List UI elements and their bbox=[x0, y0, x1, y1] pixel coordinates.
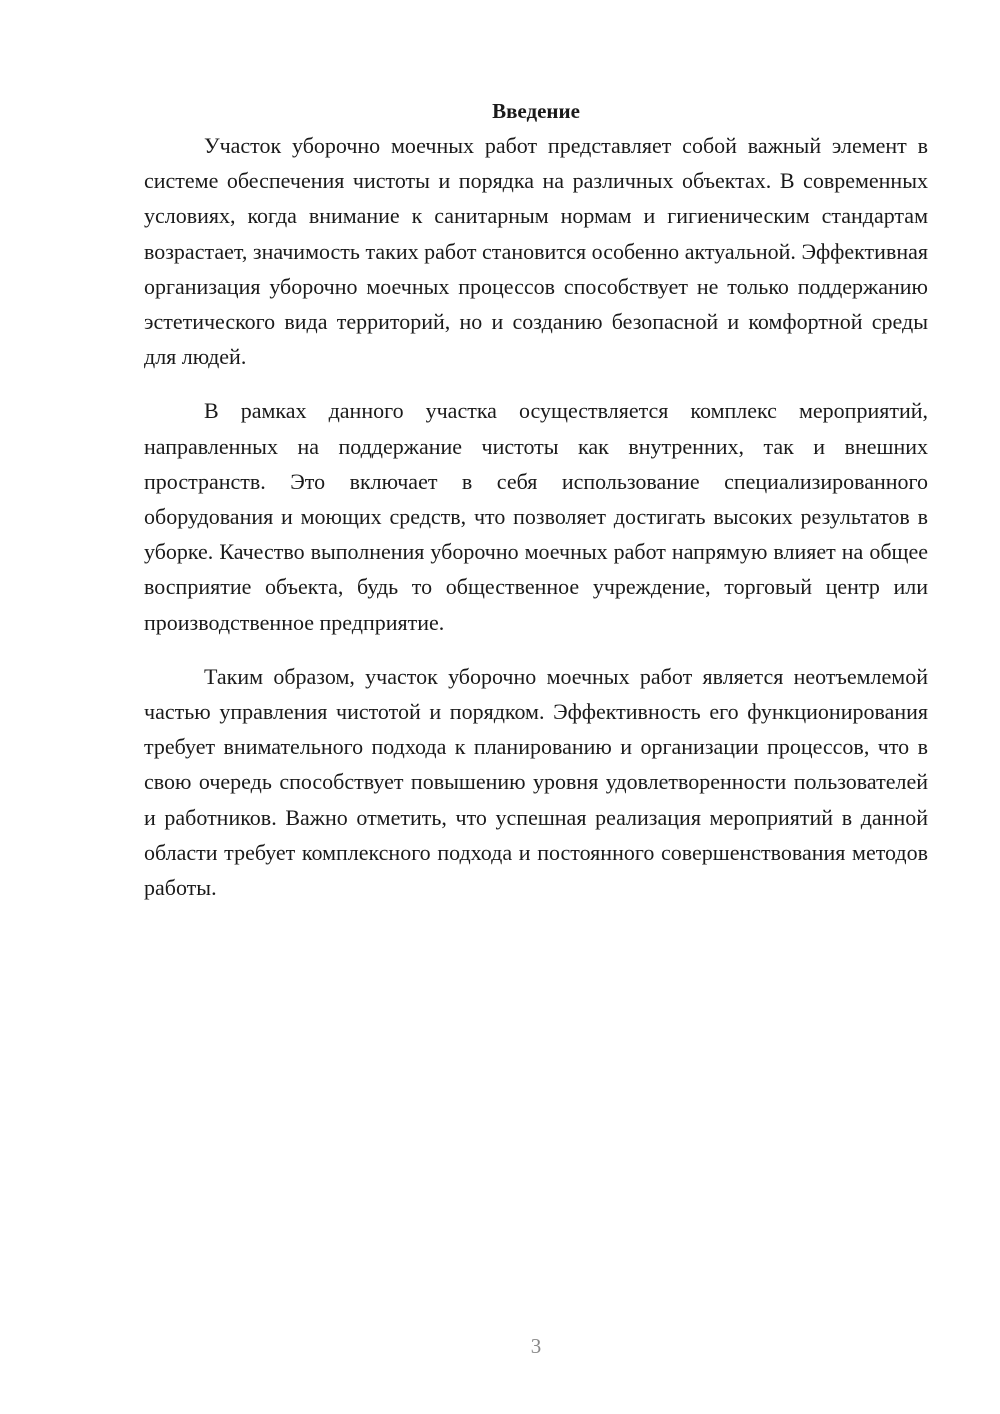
section-heading: Введение bbox=[492, 99, 580, 123]
page-number: 3 bbox=[530, 1334, 542, 1358]
paragraph-3: Таким образом, участок уборочно моечных работ является неотъемлемой частью управления чистотой и порядком. Эффективность его функционирования требует внимательного подхода к планированию и организации процессов, что в свою очередь способствует повышению уровня удовлетворенности пользователей и работников. Важно отметить, что успешная реализация мероприятий в данной области требует комплексного подхода и постоянного совершенствования методов работы. bbox=[144, 663, 928, 901]
paragraph-1: Участок уборочно моечных работ представляет собой важный элемент в системе обеспечения чистоты и порядка на различных объектах. В современных условиях, когда внимание к санитарным нормам и гигиеническим стандартам возрастает, значимость таких работ становится особенно актуальной. Эффективная организация уборочно моечных процессов способствует не только поддержанию эстетического вида территорий, но и созданию безопасной и комфортной среды для людей. bbox=[144, 133, 928, 370]
paragraph-2: В рамках данного участка осуществляется комплекс мероприятий, направленных на поддержание чистоты как внутренних, так и внешних пространств. Это включает в себя использование специализированного оборудования и моющих средств, что позволяет достигать высоких результатов в уборке. Качество выполнения уборочно моечных работ напрямую влияет на общее восприятие объекта, будь то общественное учреждение, торговый центр или производственное предприятие. bbox=[144, 398, 928, 635]
page-content bbox=[144, 96, 928, 924]
